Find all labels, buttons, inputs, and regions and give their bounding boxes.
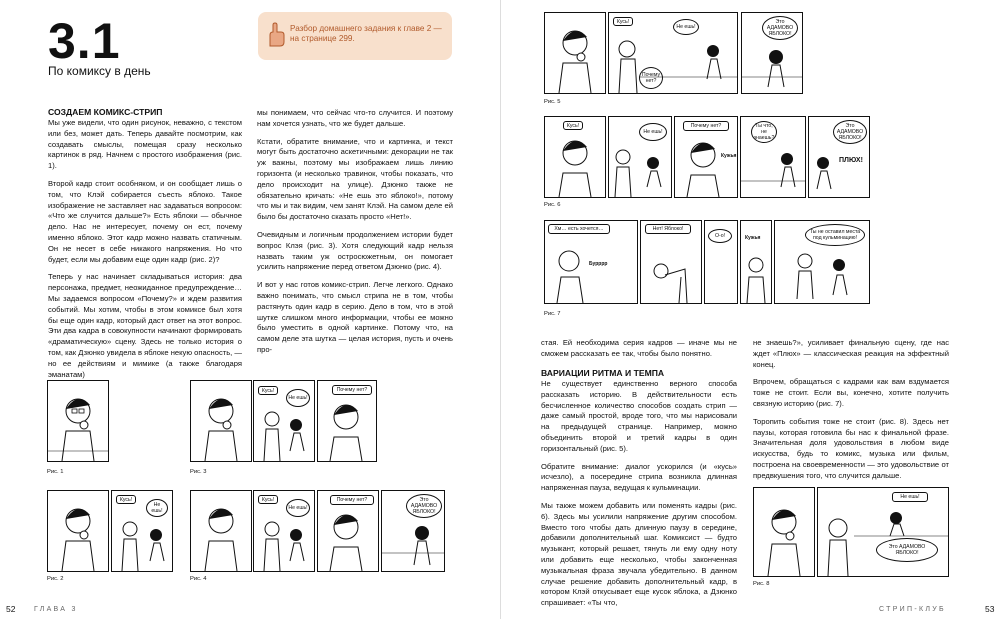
- clay-figure: [545, 221, 637, 303]
- left-column-1: [48, 118, 242, 387]
- junko-figure: [742, 13, 802, 93]
- clay-figure: [191, 381, 251, 461]
- paragraph: Впрочем, обращаться с кадрами как вам вздумается тоже не стоит. Если вы, конечно, хотите получить связную историю (рис. 7).: [753, 377, 949, 408]
- clay-figure: [48, 381, 108, 461]
- two-figures: [775, 221, 869, 303]
- section-title: По комиксу в день: [48, 64, 151, 78]
- clay-figure: [318, 491, 378, 571]
- speech-bubble: Кусь!: [613, 17, 633, 26]
- fig4-panel-4: [381, 490, 445, 572]
- right-column-1: [541, 338, 737, 367]
- fig1-caption: Рис. 1: [47, 469, 64, 475]
- paragraph: Обратите внимание: диалог ускорился (и «кусь» исчезло), а посередине стрипа возникла длинная напряженная пауза, ведущая к кульминации.: [541, 461, 737, 493]
- note-text: Разбор домашнего задания к главе 2 — на странице 299.: [290, 24, 442, 44]
- speech-bubble: Не ешь!: [639, 123, 667, 141]
- left-column-2: [257, 108, 453, 363]
- paragraph: Мы уже видели, что один рисунок, неважно, с текстом или без, может дать. Теперь давайте посмотрим, как создавать смыслы, помещая сразу несколько картинок в ряд. Начнем с простого изображения (рис. 1).: [48, 118, 242, 171]
- fig6-panel-4: [740, 116, 806, 198]
- clay-figure: [545, 13, 605, 93]
- fig2-panel-2: [111, 490, 173, 572]
- fig3-panel-3: [317, 380, 377, 462]
- two-figures: [609, 13, 737, 93]
- fig3-panel-1: [190, 380, 252, 462]
- paragraph: не знаешь?», усиливает финальную сцену, где нас ждет «Плюх» — классическая реакция на эффектный конец.: [753, 338, 949, 369]
- fig6-panel-1: [544, 116, 606, 198]
- fig8-panel-2: [817, 487, 949, 577]
- speech-bubble: Это АДАМОВО ЯБЛОКО!: [406, 494, 442, 518]
- speech-bubble: Почему нет?: [332, 385, 372, 395]
- fig4-panel-3: [317, 490, 379, 572]
- sound-effect: Кужья: [745, 235, 761, 241]
- fig5-panel-3: [741, 12, 803, 94]
- paragraph: мы понимаем, что сейчас что-то случится. И поэтому нам хочется узнать, что же будет дальше.: [257, 108, 453, 128]
- fig8-panel-1: [753, 487, 815, 577]
- speech-bubble: Кусь!: [258, 386, 278, 395]
- clay-figure: [191, 491, 251, 571]
- clay-figure: [675, 117, 737, 197]
- clay-figure: [318, 381, 376, 461]
- speech-bubble: Ты что, не знаешь?: [751, 121, 777, 143]
- fig6-panel-5: [808, 116, 870, 198]
- fig7-panel-4: [740, 220, 772, 304]
- section-heading: ВАРИАЦИИ РИТМА И ТЕМПА: [541, 368, 665, 378]
- fig5-panel-1: [544, 12, 606, 94]
- fig7-caption: Рис. 7: [544, 311, 561, 317]
- two-figures: [112, 491, 172, 571]
- fig4-panel-2: [253, 490, 315, 572]
- speech-bubble: О-о!: [708, 229, 732, 243]
- fig5-panel-2: [608, 12, 738, 94]
- paragraph: Теперь у нас начинает складываться история: два персонажа, предмет, неожиданное предупреждение… Мы задаемся вопросом «Почему?» и ждем развития событий. Мы хотим, чтобы в этом комиксе был хотя бы еще один кадр, который даст ответ на этот вопрос. Эти два кадра в совокупности начинают формировать «драматическую» сцену. Здесь не только история о том, как Дзюнко увидела в яблоке некую опасность, — но ее действиям и мимике (а также благодаря эманатам): [48, 272, 242, 379]
- fig3-panel-2: [253, 380, 315, 462]
- fig8-caption: Рис. 8: [753, 581, 770, 587]
- fig6-panel-3: [674, 116, 738, 198]
- fig7-panel-1: [544, 220, 638, 304]
- two-figures: [254, 381, 314, 461]
- paragraph: Не существует единственно верного способа рассказать историю. В действительности есть бесчисленное количество способов создать стрип — даже самый простой, вроде того, что мы нарисовали на предыдущей странице. Например, можно объединить второй и третий кадры в один горизонтальный (рис. 5).: [541, 379, 737, 453]
- sound-effect: Бурррр: [589, 261, 608, 267]
- homework-note: [258, 12, 452, 60]
- speech-bubble: Почему нет?: [330, 495, 374, 505]
- paragraph: стая. Ей необходима серия кадров — иначе мы не сможем рассказать ее так, чтобы было понятно.: [541, 338, 737, 358]
- paragraph: И вот у нас готов комикс-стрип. Легче легкого. Однако важно понимать, что смысл стрипа не в том, чтобы растянуть один кадр в серию. Дело в том, что в этой шутке слишком много информации, чтобы ее можно было уместить в одной картинке. Потому что, на самом деле эта шутка — целая история, пусть и очень про-: [257, 280, 453, 354]
- speech-bubble: Это АДАМОВО ЯБЛОКО!: [833, 120, 867, 144]
- speech-bubble: Это АДАМОВО ЯБЛОКО!: [762, 16, 798, 40]
- fig4-panel-1: [190, 490, 252, 572]
- right-column-2: [753, 338, 949, 489]
- speech-bubble: Нет! Яблоко!: [645, 224, 691, 234]
- fig3-caption: Рис. 3: [190, 469, 207, 475]
- section-number: 3.1: [48, 13, 121, 69]
- two-figures: [818, 488, 948, 576]
- running-head: ГЛАВА 3: [34, 606, 78, 613]
- running-head: СТРИП-КЛУБ: [879, 606, 946, 613]
- two-figures: [609, 117, 671, 197]
- speech-bubble: Хм… есть хочется…: [548, 224, 610, 234]
- fig4-caption: Рис. 4: [190, 576, 207, 582]
- pointing-hand-icon: [266, 22, 286, 48]
- speech-bubble: Почему нет?: [639, 67, 663, 89]
- fig7-panel-5: [774, 220, 870, 304]
- clay-figure: [741, 221, 771, 303]
- two-figures: [254, 491, 314, 571]
- fig6-panel-2: [608, 116, 672, 198]
- speech-bubble: Почему нет?: [683, 121, 729, 131]
- fig2-caption: Рис. 2: [47, 576, 64, 582]
- section-heading: СОЗДАЕМ КОМИКС-СТРИП: [48, 107, 163, 117]
- speech-bubble: Не ешь!: [286, 499, 310, 517]
- page-number: 53: [985, 604, 995, 614]
- sound-effect: Кужья: [721, 153, 737, 159]
- speech-bubble: Это АДАМОВО ЯБЛОКО!: [876, 538, 938, 562]
- fig7-panel-3: [704, 220, 738, 304]
- fig5-caption: Рис. 5: [544, 99, 561, 105]
- paragraph: Торопить события тоже не стоит (рис. 8). Здесь нет паузы, которая готовила бы нас к финальной фразе. Значительная доля удовольствия в любом виде искусства, будь то комикс, музыка или фильм, построена на своевременности — это удовольствие от предвкушения того, что случится дальше.: [753, 416, 949, 480]
- right-column-1-body: [541, 379, 737, 616]
- paragraph: Кстати, обратите внимание, что и картинка, и текст могут быть достаточно аскетичными: декорации не так уж важны, поэтому мы изображаем лишь линию горизонта (и несколько травинок, чтобы показать, что дело происходит на улице). Дзюнко также не обязательно кричать: «Не ешь это яблоко!», потому что мы и так видим, чем занят Клэй. На самом деле ей было бы достаточно сказать просто «Нет!».: [257, 136, 453, 222]
- fig7-panel-2: [640, 220, 702, 304]
- speech-bubble: Не ешь!: [146, 499, 168, 517]
- paragraph: Второй кадр стоит особняком, и он сообщает лишь о том, что Клэй собирается съесть яблоко. Такое изображение не заставляет нас задаваться вопросом: «Что же случится дальше?» Есть яблоки — обычное дело. Нас не интересует, почему он ест, почему именно яблоко. Этот кадр можно назвать статичным. Он не несет в себе никакого напряжения. Но что будет, если мы добавим еще один кадр (рис. 2)?: [48, 178, 242, 264]
- bending-figure: [641, 221, 701, 303]
- speech-bubble: Кусь!: [563, 121, 583, 130]
- fig1-panel: [47, 380, 109, 462]
- clay-figure: [545, 117, 605, 197]
- right-page: [500, 0, 1000, 619]
- clay-figure: [48, 491, 108, 571]
- speech-bubble: Ты не оставил места под кульминацию!: [805, 224, 865, 246]
- speech-bubble: Кусь!: [116, 495, 136, 504]
- junko-figure: [382, 491, 444, 571]
- page-number: 52: [6, 604, 16, 614]
- sound-effect: ПЛЮХ!: [839, 157, 863, 164]
- paragraph: Мы также можем добавить или поменять кадры (рис. 6). Здесь мы усилили напряжение другим способом. Вместо того чтобы дать длинную паузу в середине, добавили дополнительный шаг. Комиксист — будто музыкант, который решает, тянуть ли ему одну ноту или добавить еще несколько, чтобы законченная музыкальная фраза звучала убедительно. В данном случае решение добавить дополнительный кадр, в котором Клэй откусывает еще кусок яблока, а Дзюнко спрашивает: «Ты что,: [541, 500, 737, 608]
- speech-bubble: Не ешь!: [286, 389, 310, 407]
- paragraph: Очевидным и логичным продолжением истории будет вопрос Клэя (рис. 3). Хотя следующий кадр нельзя назвать таким уж остросюжетным, он помогает усилить напряжение перед ответом Дзюнко (рис. 4).: [257, 229, 453, 272]
- junko-figure: [809, 117, 869, 197]
- junko-figure: [741, 117, 805, 197]
- fig2-panel-1: [47, 490, 109, 572]
- speech-bubble: Кусь!: [258, 495, 278, 504]
- speech-bubble: Не ешь!: [892, 492, 928, 502]
- speech-bubble: Не ешь!: [673, 19, 699, 35]
- fig6-caption: Рис. 6: [544, 202, 561, 208]
- clay-figure: [754, 488, 814, 576]
